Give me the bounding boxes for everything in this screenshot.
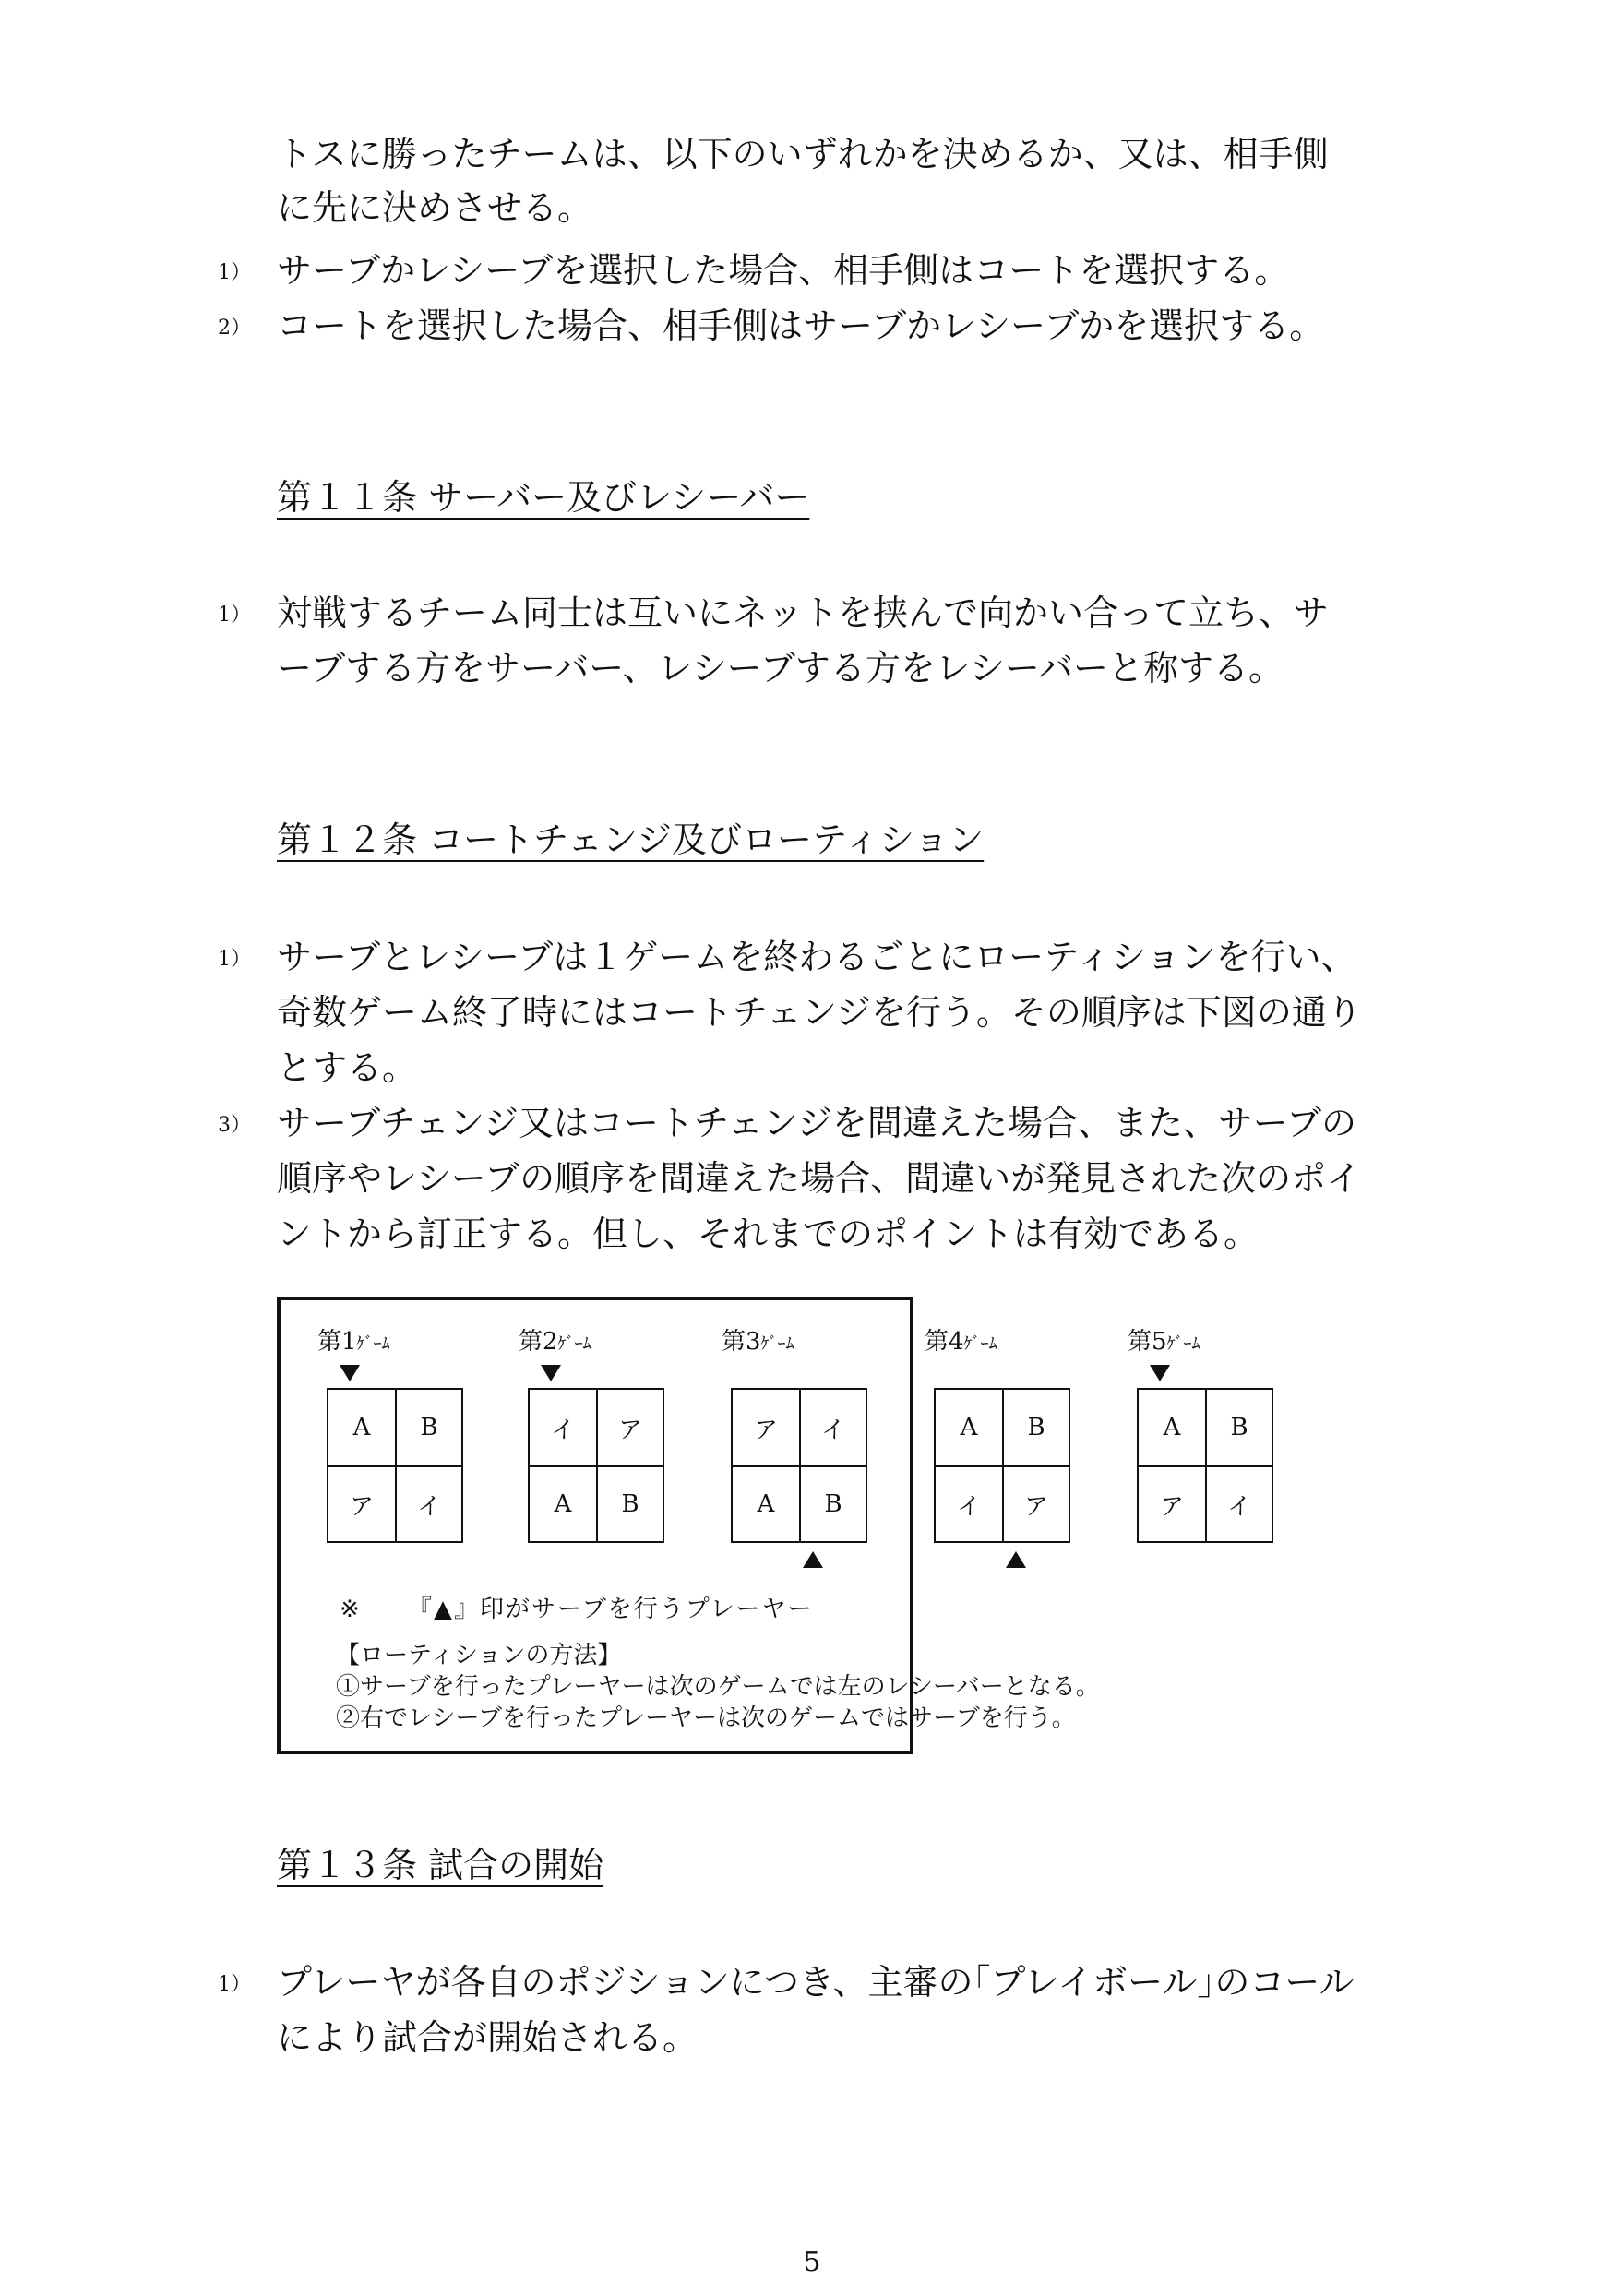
court-grid (528, 1388, 664, 1543)
article-12-item-3-line-2: 順序やレシーブの順序を間違えた場合、間違いが発見された次のポイ (277, 1158, 1362, 1199)
court-cell: イ (1205, 1465, 1272, 1541)
article-13-item-1-number: 1） (218, 1973, 251, 1996)
court-cell: ア (1002, 1465, 1069, 1541)
court-cell: A (960, 1414, 978, 1441)
article-11-item-1-line-1: 対戦するチーム同士は互いにネットを挟んで向かい合って立ち、サ (277, 592, 1330, 633)
court-cell: ア (328, 1465, 395, 1541)
court-cell: A (1163, 1414, 1181, 1441)
intro-item-1-text: サーブかレシーブを選択した場合、相手側はコートを選択する。 (277, 250, 1290, 291)
court-cell: イ (550, 1416, 575, 1444)
court-grid (327, 1388, 463, 1543)
article-13-heading: 第１３条 試合の開始 (277, 1845, 604, 1885)
game-5-label: 第5ｹﾞｰﾑ (1128, 1328, 1200, 1356)
court-cell: B (799, 1465, 866, 1541)
game-4 (906, 1300, 1054, 1559)
game-4-label: 第4ｹﾞｰﾑ (925, 1328, 997, 1356)
rotation-method-1: ①サーブを行ったプレーヤーは次のゲームでは左のレシーバーとなる。 (336, 1673, 1100, 1701)
page-number: 5 (803, 2246, 821, 2278)
game-3 (703, 1300, 851, 1559)
article-12-item-3-line-3: ントから訂正する。但し、それまでのポイントは有効である。 (277, 1214, 1260, 1254)
court-cell: ア (753, 1416, 778, 1444)
article-11-item-1-line-2: ーブする方をサーバー、レシーブする方をレシーバーと称する。 (277, 648, 1284, 688)
serve-marker-icon (1150, 1365, 1170, 1381)
article-12-item-1-line-1: サーブとレシーブは１ゲームを終わるごとにローティションを行い、 (277, 937, 1356, 977)
article-13-item-1-line-2: により試合が開始される。 (277, 2017, 699, 2058)
article-11-item-1-number: 1） (218, 604, 251, 627)
rotation-figure (277, 1297, 1251, 1754)
court-cell: B (1205, 1390, 1272, 1465)
court-cell: ア (596, 1390, 663, 1465)
intro-line-2: に先に決めさせる。 (277, 187, 593, 228)
court-cell: A (530, 1465, 596, 1541)
article-12-item-3-line-1: サーブチェンジ又はコートチェンジを間違えた場合、また、サーブの (277, 1103, 1357, 1143)
rotation-method-2: ②右でレシーブを行ったプレーヤーは次のゲームではサーブを行う。 (336, 1704, 1076, 1732)
intro-line-1: トスに勝ったチームは、以下のいずれかを決めるか、又は、相手側 (277, 134, 1329, 174)
court-cell: B (395, 1390, 461, 1465)
article-13-item-1-line-1: プレーヤが各自のポジションにつき、主審の｢プレイボール｣のコール (277, 1962, 1355, 2003)
article-11-heading: 第１１条 サーバー及びレシーバー (277, 477, 810, 518)
serve-marker-note: 『▲』印がサーブを行うプレーヤー (408, 1596, 814, 1623)
game-5 (1109, 1300, 1257, 1559)
article-12-heading: 第１２条 コートチェンジ及びローティション (277, 819, 985, 860)
game-3-label: 第3ｹﾞｰﾑ (722, 1328, 794, 1356)
article-12-item-1-line-2: 奇数ゲーム終了時にはコートチェンジを行う。その順序は下図の通り (277, 992, 1362, 1033)
court-cell: イ (799, 1390, 866, 1465)
court-cell: B (596, 1465, 663, 1541)
game-1-label: 第1ｹﾞｰﾑ (317, 1328, 390, 1356)
court-grid (934, 1388, 1070, 1543)
intro-item-1-number: 1） (218, 261, 251, 284)
note-mark: ※ (340, 1596, 360, 1623)
court-cell: A (352, 1414, 371, 1441)
serve-marker-icon (1006, 1551, 1026, 1568)
court-cell: ア (1139, 1465, 1205, 1541)
article-12-item-1-line-3: とする。 (277, 1047, 418, 1088)
court-grid (1137, 1388, 1273, 1543)
game-1 (299, 1300, 447, 1559)
article-12-item-3-number: 3） (218, 1114, 251, 1137)
game-2 (500, 1300, 648, 1559)
court-cell: A (733, 1465, 799, 1541)
intro-item-2-number: 2） (218, 317, 251, 340)
game-2-label: 第2ｹﾞｰﾑ (519, 1328, 591, 1356)
article-12-item-1-number: 1） (218, 948, 251, 971)
serve-marker-icon (803, 1551, 823, 1568)
court-cell: イ (936, 1465, 1002, 1541)
court-cell: イ (395, 1465, 461, 1541)
serve-marker-icon (541, 1365, 561, 1381)
intro-item-2-text: コートを選択した場合、相手側はサーブかレシーブかを選択する。 (277, 305, 1325, 346)
court-cell: B (1002, 1390, 1069, 1465)
court-grid (731, 1388, 867, 1543)
serve-marker-icon (340, 1365, 360, 1381)
rotation-method-title: 【ローティションの方法】 (336, 1642, 622, 1669)
